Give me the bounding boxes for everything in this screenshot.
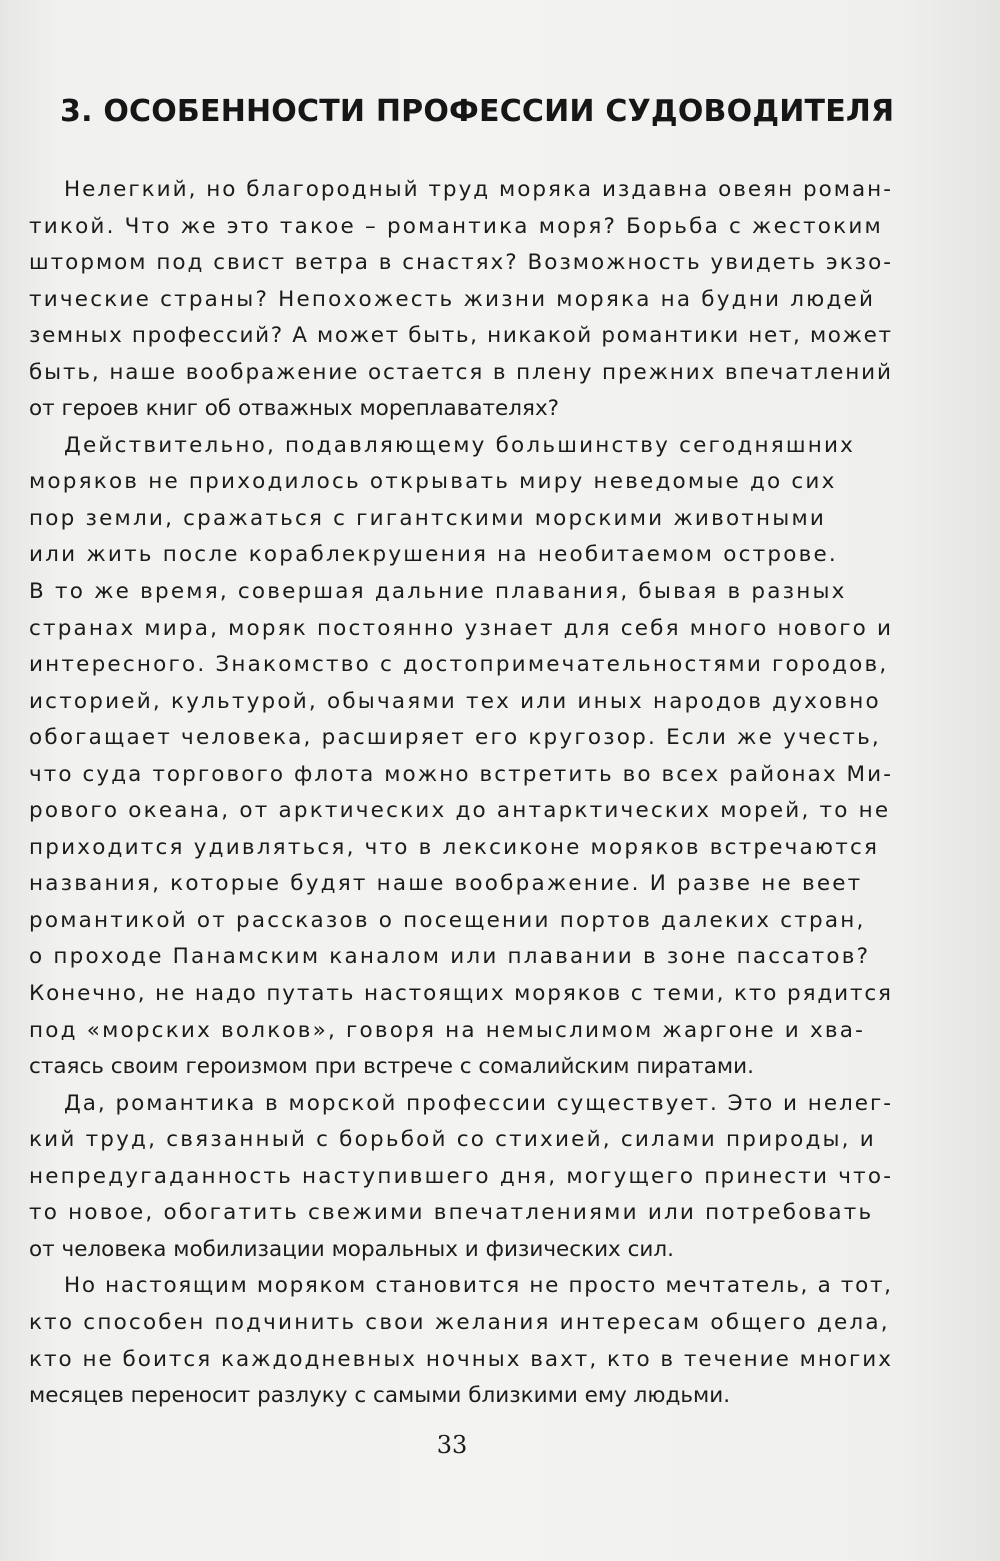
text-line: непредугаданность наступившего дня, могущего принести что-: [29, 1163, 894, 1189]
text-line: моряков не приходилось открывать миру неведомые до сих: [29, 469, 837, 495]
text-line: кий труд, связанный с борьбой со стихией, силами природы, и: [29, 1127, 876, 1153]
text-line: что суда торгового флота можно встретить во всех районах Ми-: [29, 761, 894, 787]
text-line: рового океана, от арктических до антарктических морей, то не: [29, 798, 891, 824]
text-line: или жить после кораблекрушения на необитаемом острове.: [29, 542, 838, 568]
section-heading: 3. ОСОБЕННОСТИ ПРОФЕССИИ СУДОВОДИТЕЛЯ: [60, 94, 895, 129]
text-line: названия, которые будят наше воображение. И разве не веет: [29, 871, 863, 897]
text-line: Нелегкий, но благородный труд моряка издавна овеян роман-: [64, 177, 893, 202]
text-line: то новое, обогатить свежими впечатлениями или потребовать: [29, 1200, 874, 1226]
page-number: 33: [436, 1431, 468, 1459]
text-line: странах мира, моряк постоянно узнает для себя много нового и: [29, 615, 894, 641]
text-line: Но настоящим моряком становится не просто мечтатель, а тот,: [64, 1273, 893, 1299]
text-line: пор земли, сражаться с гигантскими морскими животными: [29, 505, 827, 531]
text-line: тические страны? Непохожесть жизни моряка на будни людей: [29, 286, 876, 312]
text-line: Да, романтика в морской профессии существует. Это и нелег-: [64, 1090, 893, 1116]
body-text: [29, 172, 894, 1415]
text-line: штормом под свист ветра в снастях? Возможность увидеть экзо-: [29, 250, 893, 276]
text-line: Конечно, не надо путать настоящих моряков с теми, кто рядится: [29, 981, 893, 1007]
text-line: тикой. Что же это такое – романтика моря? Борьба с жестоким: [29, 213, 883, 239]
text-line: Действительно, подавляющему большинству сегодняшних: [64, 432, 856, 458]
text-line: месяцев переносит разлуку с самыми близкими ему людьми.: [29, 1383, 731, 1409]
text-line: от человека мобилизации моральных и физических сил.: [29, 1236, 674, 1262]
text-line: кто не боится каждодневных ночных вахт, кто в течение многих: [29, 1346, 893, 1372]
text-line: от героев книг об отважных мореплавателях?: [29, 396, 560, 422]
text-line: земных профессий? А может быть, никакой романтики нет, может: [29, 323, 893, 349]
text-line: обогащает человека, расширяет его кругозор. Если же учесть,: [29, 725, 881, 751]
text-line: под «морских волков», говоря на немыслимом жаргоне и хва-: [29, 1017, 866, 1043]
text-line: быть, наше воображение остается в плену прежних впечатлений: [29, 359, 893, 385]
text-line: приходится удивляться, что в лексиконе моряков встречаются: [29, 834, 880, 860]
text-line: историей, культурой, обычаями тех или иных народов духовно: [29, 688, 881, 714]
text-line: кто способен подчинить свои желания интересам общего дела,: [29, 1309, 890, 1335]
text-line: интересного. Знакомство с достопримечательностями городов,: [29, 652, 889, 678]
text-line: о проходе Панамским каналом или плавании в зоне пассатов?: [29, 944, 871, 970]
text-line: В то же время, совершая дальние плавания, бывая в разных: [29, 579, 847, 605]
text-line: романтикой от рассказов о посещении портов далеких стран,: [29, 907, 866, 933]
text-line: стаясь своим героизмом при встрече с сомалийским пиратами.: [29, 1054, 754, 1080]
